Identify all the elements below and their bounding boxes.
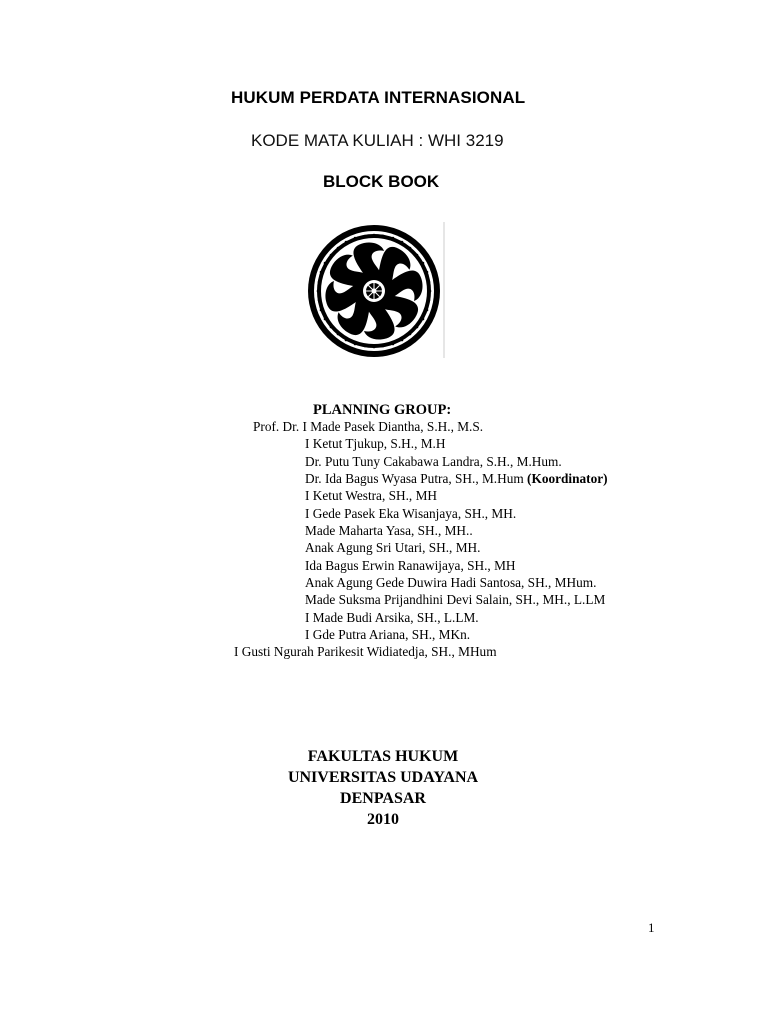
- planning-group-heading: PLANNING GROUP:: [313, 402, 452, 418]
- course-code: KODE MATA KULIAH : WHI 3219: [251, 131, 504, 150]
- year: 2010: [367, 811, 399, 828]
- coordinator-label: (Koordinator): [527, 471, 608, 486]
- member-name: Ida Bagus Erwin Ranawijaya, SH., MH: [305, 558, 516, 573]
- university-name: UNIVERSITAS UDAYANA: [287, 769, 479, 786]
- member-name: Dr. Putu Tuny Cakabawa Landra, S.H., M.Hum.: [305, 454, 562, 469]
- member-name: Made Suksma Prijandhini Devi Salain, SH., MH., L.LM: [305, 592, 606, 607]
- member-name: Made Maharta Yasa, SH., MH..: [305, 523, 473, 538]
- university-emblem-icon: [305, 222, 445, 358]
- city-name: DENPASAR: [340, 790, 426, 807]
- member-name: I Ketut Tjukup, S.H., M.H: [305, 436, 446, 451]
- member-name: I Gusti Ngurah Parikesit Widiatedja, SH., MHum: [234, 644, 497, 659]
- faculty-name: FAKULTAS HUKUM: [307, 748, 459, 765]
- page-number: 1: [648, 920, 655, 935]
- member-name: I Gde Putra Ariana, SH., MKn.: [305, 627, 471, 642]
- document-title: HUKUM PERDATA INTERNASIONAL: [231, 88, 526, 107]
- member-name: I Gede Pasek Eka Wisanjaya, SH., MH.: [305, 506, 517, 521]
- member-name: Anak Agung Sri Utari, SH., MH.: [305, 540, 481, 555]
- member-name-coordinator: [305, 470, 608, 487]
- member-name: Anak Agung Gede Duwira Hadi Santosa, SH., MHum.: [305, 575, 597, 590]
- member-name: Prof. Dr. I Made Pasek Diantha, S.H., M.S.: [253, 419, 484, 434]
- document-subtitle: BLOCK BOOK: [323, 172, 440, 191]
- member-name: Dr. Ida Bagus Wyasa Putra, SH., M.Hum: [305, 471, 524, 486]
- member-name: I Made Budi Arsika, SH., L.LM.: [305, 610, 479, 625]
- member-name: I Ketut Westra, SH., MH: [305, 488, 438, 503]
